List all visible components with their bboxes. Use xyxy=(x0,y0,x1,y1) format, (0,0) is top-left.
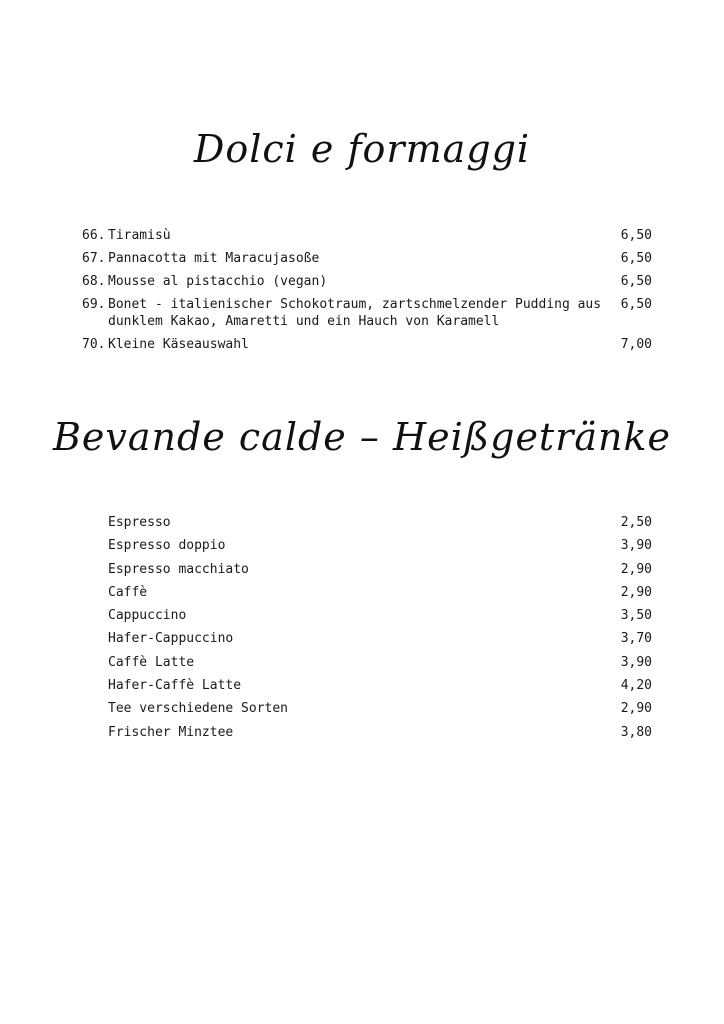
item-name: Espresso doppio xyxy=(108,538,226,554)
item-price: 3,90 xyxy=(620,538,652,554)
dolci-menu-list xyxy=(0,227,724,359)
menu-item xyxy=(0,584,724,601)
item-name: Pannacotta mit Maracujasoße xyxy=(108,251,320,266)
item-number: 68. xyxy=(82,274,106,289)
menu-item xyxy=(0,630,724,647)
item-price: 6,50 xyxy=(620,251,652,266)
item-name: Hafer-Caffè Latte xyxy=(108,678,242,694)
item-name: Espresso xyxy=(108,515,171,530)
menu-item xyxy=(0,607,724,624)
item-price: 2,50 xyxy=(620,515,652,530)
menu-item xyxy=(0,227,724,244)
section-title-bevande: Bevande calde – Heißgetränke xyxy=(52,415,672,459)
section-title-dolci: Dolci e formaggi xyxy=(193,127,531,171)
item-name: Espresso macchiato xyxy=(108,561,249,577)
item-name: Mousse al pistacchio (vegan) xyxy=(108,274,328,289)
item-price: 6,50 xyxy=(620,297,652,312)
item-price: 6,50 xyxy=(620,274,652,289)
item-price: 4,20 xyxy=(620,678,652,694)
item-name: Caffè xyxy=(108,584,148,600)
item-name: Caffè Latte xyxy=(108,654,195,670)
item-name: Tiramisù xyxy=(108,228,171,243)
menu-item xyxy=(0,296,724,330)
menu-item xyxy=(0,250,724,267)
item-price: 3,80 xyxy=(620,724,652,740)
menu-item xyxy=(0,336,724,353)
menu-item xyxy=(0,273,724,290)
menu-item xyxy=(0,677,724,694)
item-price: 2,90 xyxy=(620,584,652,600)
item-name: Hafer-Cappuccino xyxy=(108,631,234,647)
bevande-menu-list xyxy=(0,514,724,747)
item-number: 70. xyxy=(82,337,106,352)
menu-item xyxy=(0,561,724,578)
item-number: 69. xyxy=(82,297,106,312)
item-price: 3,50 xyxy=(620,608,652,624)
menu-item xyxy=(0,724,724,741)
item-price: 3,90 xyxy=(620,654,652,670)
item-name: Frischer Minztee xyxy=(108,724,234,740)
item-name: Bonet - italienischer Schokotraum, zartschmelzender Pudding aus dunklem Kakao, Amaretti und ein Hauch von Karamell xyxy=(108,297,602,329)
menu-item xyxy=(0,700,724,717)
item-price: 6,50 xyxy=(620,228,652,243)
menu-item xyxy=(0,654,724,671)
item-name: Kleine Käseauswahl xyxy=(108,337,249,352)
item-price: 2,90 xyxy=(620,701,652,717)
item-name: Tee verschiedene Sorten xyxy=(108,701,289,717)
item-number: 67. xyxy=(82,251,106,266)
menu-item xyxy=(0,537,724,554)
item-number: 66. xyxy=(82,228,106,243)
item-name: Cappuccino xyxy=(108,608,187,624)
item-price: 2,90 xyxy=(620,561,652,577)
item-price: 7,00 xyxy=(620,337,652,352)
menu-item xyxy=(0,514,724,531)
item-price: 3,70 xyxy=(620,631,652,647)
